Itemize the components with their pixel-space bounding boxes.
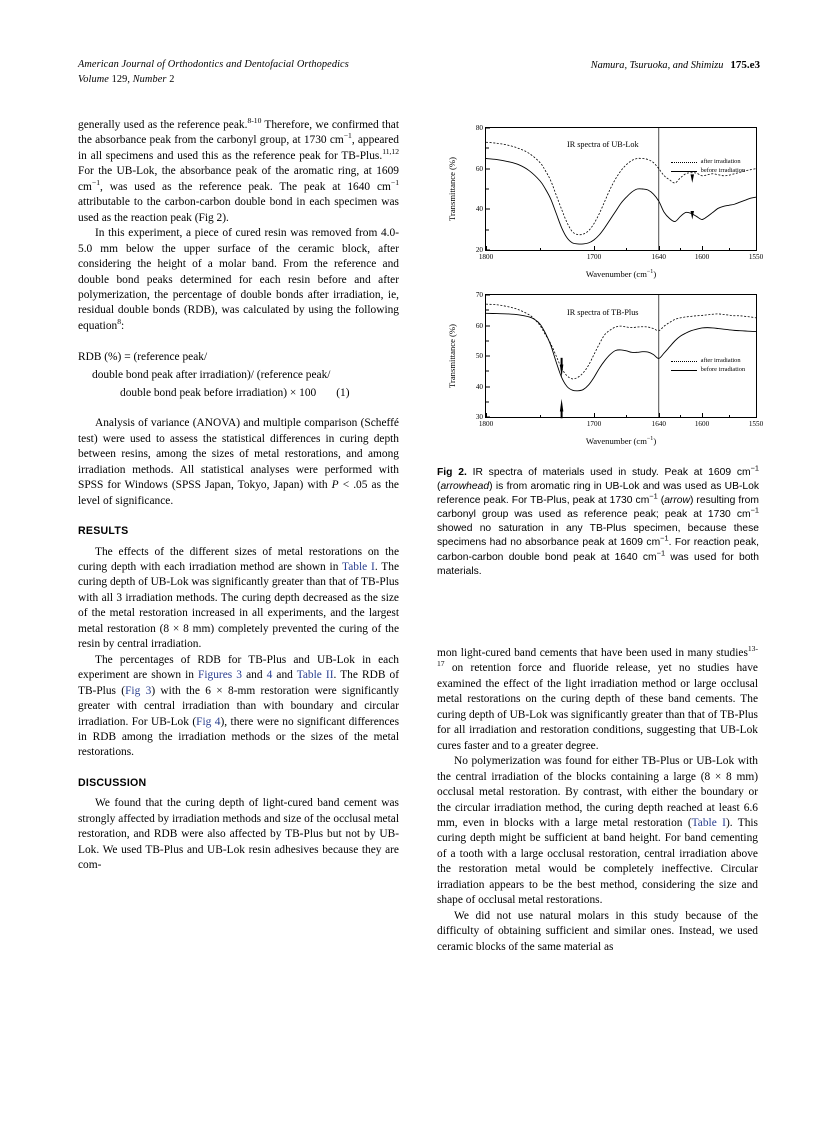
text-run: . The curing depth of UB-Lok was significantly greater than that of TB-Plus with all 3 irradiation methods. The curing depth decreased as the size of the metal restoration increased in all experiments, and the largest metal restoration (8 × 8 mm) completely prevented the curing of the resin by central irradiation. <box>78 560 400 651</box>
paragraph-experiment-method <box>78 226 399 334</box>
text-run: IR spectra of materials used in study. Peak at 1609 cm <box>466 467 751 478</box>
solid-line-icon <box>671 367 697 373</box>
chart2-xtick-1550: 1550 <box>748 420 764 428</box>
chart1-xtick-1700: 1700 <box>586 253 602 261</box>
paragraph-statistics <box>78 416 399 509</box>
chart1-xtick-1800: 1800 <box>478 253 494 261</box>
text-run: ) is from aromatic ring in UB-Lok and was used as UB-Lok reference peak. For TB-Plus, peak at 1730 cm <box>437 481 759 507</box>
arrowhead-before-icon <box>691 211 694 220</box>
authors-page-block <box>591 58 760 74</box>
text-run: ) with the 6 × 8-mm restoration were significantly greater with central irradiation than with boundary and circular irradiation. For UB-Lok ( <box>78 684 399 728</box>
link-fig-3-inline[interactable]: Fig 3 <box>125 684 152 697</box>
citation-8-10: 8-10 <box>247 116 262 126</box>
chart2-ylabel-wrap <box>445 294 459 418</box>
text-run: showed no saturation in any TB-Plus specimen, because these specimens had no absorbance peak at 1609 cm <box>437 523 759 549</box>
text-run: In this experiment, a piece of cured resin was removed from 4.0-5.0 mm below the upper surface of the ceramic block, after considering the height of a molar band. From the reference and double bond peaks determined for each resin before and after polymerization, the percentage of double bonds after irradiation, ie, residual double bonds (RDB), was calculated by using the following equation <box>78 227 399 332</box>
paragraph-discussion-1: We found that the curing depth of light-cured band cement was strongly affected by irradiation methods and size of the occlusal metal restoration, and RDB were also affected by TB-Plus but not by UB-Lok. We used TB-Plus and UB-Lok resin adhesives because they are com- <box>78 797 399 872</box>
journal-title-block <box>78 58 349 87</box>
chart1-ytick-60: 60 <box>475 164 483 173</box>
figure-2-caption <box>437 463 760 579</box>
dotted-line-icon <box>671 159 697 165</box>
equation-line-2: double bond peak after irradiation)/ (reference peak/ <box>92 369 331 382</box>
citation-11-12: 11,12 <box>382 147 399 157</box>
chart1-legend-after-label: after irradiation <box>700 158 741 166</box>
chart2-legend-after <box>671 356 746 365</box>
paragraph-discussion-2 <box>437 646 758 754</box>
journal-volume-line <box>78 73 349 88</box>
chart1-xtick-1550: 1550 <box>748 253 764 261</box>
link-figure-4[interactable]: 4 <box>266 669 273 682</box>
solid-line-icon <box>671 168 697 174</box>
equation-number: (1) <box>336 387 350 400</box>
text-run: < .05 as the level of significance. <box>78 479 399 507</box>
link-fig-4-inline[interactable]: Fig 4 <box>196 715 221 728</box>
chart2-ylabel: Transmittance (%) <box>447 324 457 388</box>
text-run: ). This curing depth might be sufficient at band height. For band cementing of a tooth with a large occlusal restoration, central irradiation above the restoration metal would be completely ineffective. Circular irradiation appears to be the best method, considering the size and shape of occlusal metal restorations. <box>437 816 758 907</box>
chart2-legend-before-label: before irradiation <box>700 366 746 373</box>
chart1-ylabel: Transmittance (%) <box>447 157 457 221</box>
running-head <box>78 58 760 87</box>
caption-arrowhead-italic: arrowhead <box>440 481 490 493</box>
chart2-ytick-50: 50 <box>475 352 483 360</box>
chart1-xlabel-a: Wavenumber (cm <box>585 269 647 279</box>
journal-title: American Journal of Orthodontics and Dentofacial Orthopedics <box>78 59 349 70</box>
chart2-legend <box>671 356 746 374</box>
superscript-minus-one: −1 <box>343 131 352 141</box>
chart1-xtick-1600: 1600 <box>694 253 710 261</box>
text-run: attributable to the carbon-carbon double bond in each specimen was used as the reaction peak (Fig 2). <box>78 196 399 224</box>
text-run: , was used as the reference peak. The peak at 1640 cm <box>100 180 391 193</box>
superscript-minus-one: −1 <box>91 178 101 188</box>
superscript-minus-one: −1 <box>750 505 759 515</box>
equation-expression: double bond peak before irradiation) × 100 <box>120 387 317 400</box>
equation-line-1: RDB (%) = (reference peak/ <box>78 351 208 364</box>
number-label: Number <box>132 73 167 85</box>
figure-2 <box>437 118 763 447</box>
paragraph-results-1 <box>78 545 399 653</box>
text-run: ( <box>657 495 665 507</box>
text-run: Therefore, we confirmed that the absorbance peak from the carbonyl group, at 1730 cm <box>78 119 399 147</box>
chart2-xlabel <box>485 436 757 446</box>
text-run: The percentages of RDB for TB-Plus and UB-Lok in each experiment are shown in <box>78 653 399 682</box>
link-table-1[interactable]: Table I <box>342 560 375 573</box>
text-run: , appeared in all specimens and used this as the reference peak for TB-Plus. <box>78 134 399 162</box>
chart2-xlabel-a: Wavenumber (cm <box>585 436 647 446</box>
superscript-minus-one: −1 <box>656 548 666 558</box>
superscript-minus-one: −1 <box>660 534 669 544</box>
chart1-xtick-1640: 1640 <box>651 253 666 261</box>
text-run: was used for both materials. <box>437 551 760 577</box>
volume-label: Volume <box>78 73 109 85</box>
chart1-xlabel-sup: −1 <box>646 269 654 276</box>
arrowhead-after-icon <box>691 174 694 183</box>
paragraph-discussion-4: We did not use natural molars in this study because of the difficulty of obtaining sufficient and similar ones. Instead, we used ceramic blocks of the same material as <box>437 909 758 953</box>
text-run: ) resulting from carbonyl group was used as reference peak; peak at 1730 cm <box>437 495 759 521</box>
equation-line-3 <box>78 384 399 402</box>
caption-arrow-italic: arrow <box>664 495 690 507</box>
left-text-column <box>78 118 399 874</box>
right-text-column <box>437 646 758 955</box>
chart1-title: IR spectra of UB-Lok <box>567 140 639 150</box>
curve-after-irradiation <box>486 142 756 235</box>
number-value: 2 <box>169 73 175 85</box>
citation-8: 8 <box>117 317 122 327</box>
chart2-ytick-70: 70 <box>475 291 483 299</box>
text-run: ), there were no significant differences in RDB among the irradiation methods or the sizes of the metal restorations. <box>78 715 399 759</box>
link-table-1-right[interactable]: Table I <box>691 816 726 829</box>
chart1-ytick-40: 40 <box>475 205 483 214</box>
chart2-ytick-60: 60 <box>475 321 483 330</box>
chart1-legend-before-label: before irradiation <box>700 167 746 175</box>
chart2-legend-after-label: after irradiation <box>700 357 741 364</box>
text-run: ( <box>437 481 441 493</box>
text-run: The effects of the different sizes of metal restorations on the curing depth with each irradiation method are shown in <box>78 545 399 573</box>
volume-number: 129, <box>111 73 131 85</box>
text-run: . The RDB of TB-Plus ( <box>78 669 399 697</box>
caption-label: Fig 2. <box>437 467 467 478</box>
chart2-ytick-40: 40 <box>475 382 483 391</box>
text-run: For the UB-Lok, the absorbance peak of the aromatic ring, at 1609 cm <box>78 165 399 193</box>
chart1-plot-area <box>475 124 764 261</box>
paragraph-reference-peak <box>78 118 399 226</box>
chart2-plot-area <box>475 291 764 428</box>
link-table-2[interactable]: Table II <box>296 669 334 682</box>
chart2-xtick-1800: 1800 <box>478 420 494 428</box>
chart2-xtick-1700: 1700 <box>586 420 602 428</box>
dotted-line-icon <box>671 358 697 364</box>
text-run: and <box>272 669 297 682</box>
superscript-minus-one: −1 <box>649 491 658 501</box>
chart1-ytick-80: 80 <box>475 124 483 132</box>
text-run: . For reaction peak, carbon-carbon double bond peak at 1640 cm <box>437 537 759 563</box>
text-run: Analysis of variance (ANOVA) and multiple comparison (Scheffé test) were used to assess the statistical differences in curing depth between resins, among the sizes of metal restorations, and among irradiation methods. All statistical analyses were performed with SPSS for Windows (SPSS Japan, Tokyo, Japan) with <box>78 417 399 492</box>
chart-ub-lok <box>437 118 763 280</box>
chart2-xlabel-sup: −1 <box>646 436 654 443</box>
chart1-legend <box>671 157 746 175</box>
page-number: 175.e3 <box>730 59 760 71</box>
curve-before-irradiation <box>486 313 756 391</box>
arrow-up-before-icon <box>560 399 563 419</box>
chart2-xtick-1600: 1600 <box>694 420 710 428</box>
citation-13-17: 13-17 <box>437 644 758 669</box>
chart1-ytick-20: 20 <box>475 246 483 254</box>
paragraph-discussion-3 <box>437 754 758 909</box>
chart2-legend-before <box>671 365 746 374</box>
chart1-ylabel-wrap <box>445 127 459 251</box>
text-run: and <box>242 669 267 682</box>
chart1-legend-after <box>671 157 746 166</box>
chart-tb-plus <box>437 285 763 447</box>
chart2-xlabel-b: ) <box>653 436 657 446</box>
superscript-minus-one: −1 <box>750 463 759 473</box>
link-figure-3[interactable]: Figures 3 <box>198 669 242 682</box>
chart1-xlabel <box>485 269 757 279</box>
p-value-symbol: P <box>331 479 339 492</box>
superscript-minus-one: −1 <box>390 178 399 188</box>
chart2-title: IR spectra of TB-Plus <box>567 308 639 318</box>
chart1-xlabel-b: ) <box>653 269 657 279</box>
chart2-xtick-1640: 1640 <box>651 420 666 428</box>
text-run: generally used as the reference peak. <box>78 119 248 131</box>
authors-line: Namura, Tsuruoka, and Shimizu <box>590 60 724 71</box>
heading-discussion: DISCUSSION <box>78 776 147 789</box>
equation-rdb <box>78 348 399 402</box>
text-run: No polymerization was found for either TB-Plus or UB-Lok with the central irradiation of the blocks containing a large (8 × 8 mm) occlusal metal restoration. By contrast, with either the boundary or the circular irradiation method, the curing depth reached at least 6.6 mm, even in blocks with a large metal restoration ( <box>437 755 758 829</box>
chart1-legend-before <box>671 166 746 175</box>
paragraph-results-2 <box>78 653 399 761</box>
text-run: mon light-cured band cements that have been used in many studies <box>437 647 748 659</box>
text-run: : <box>121 319 125 332</box>
chart2-ytick-30: 30 <box>475 413 483 421</box>
text-run: on retention force and fluoride release, yet no studies have examined the effect of the light irradiation method or large occlusal metal restorations on the curing depth of these band cements. The curing depth of UB-Lok was significantly greater than that of TB-Plus for all irradiation and restoration conditions, suggesting that UB-Lok cures faster and to a greater degree. <box>437 662 758 752</box>
heading-results: RESULTS <box>78 525 129 538</box>
